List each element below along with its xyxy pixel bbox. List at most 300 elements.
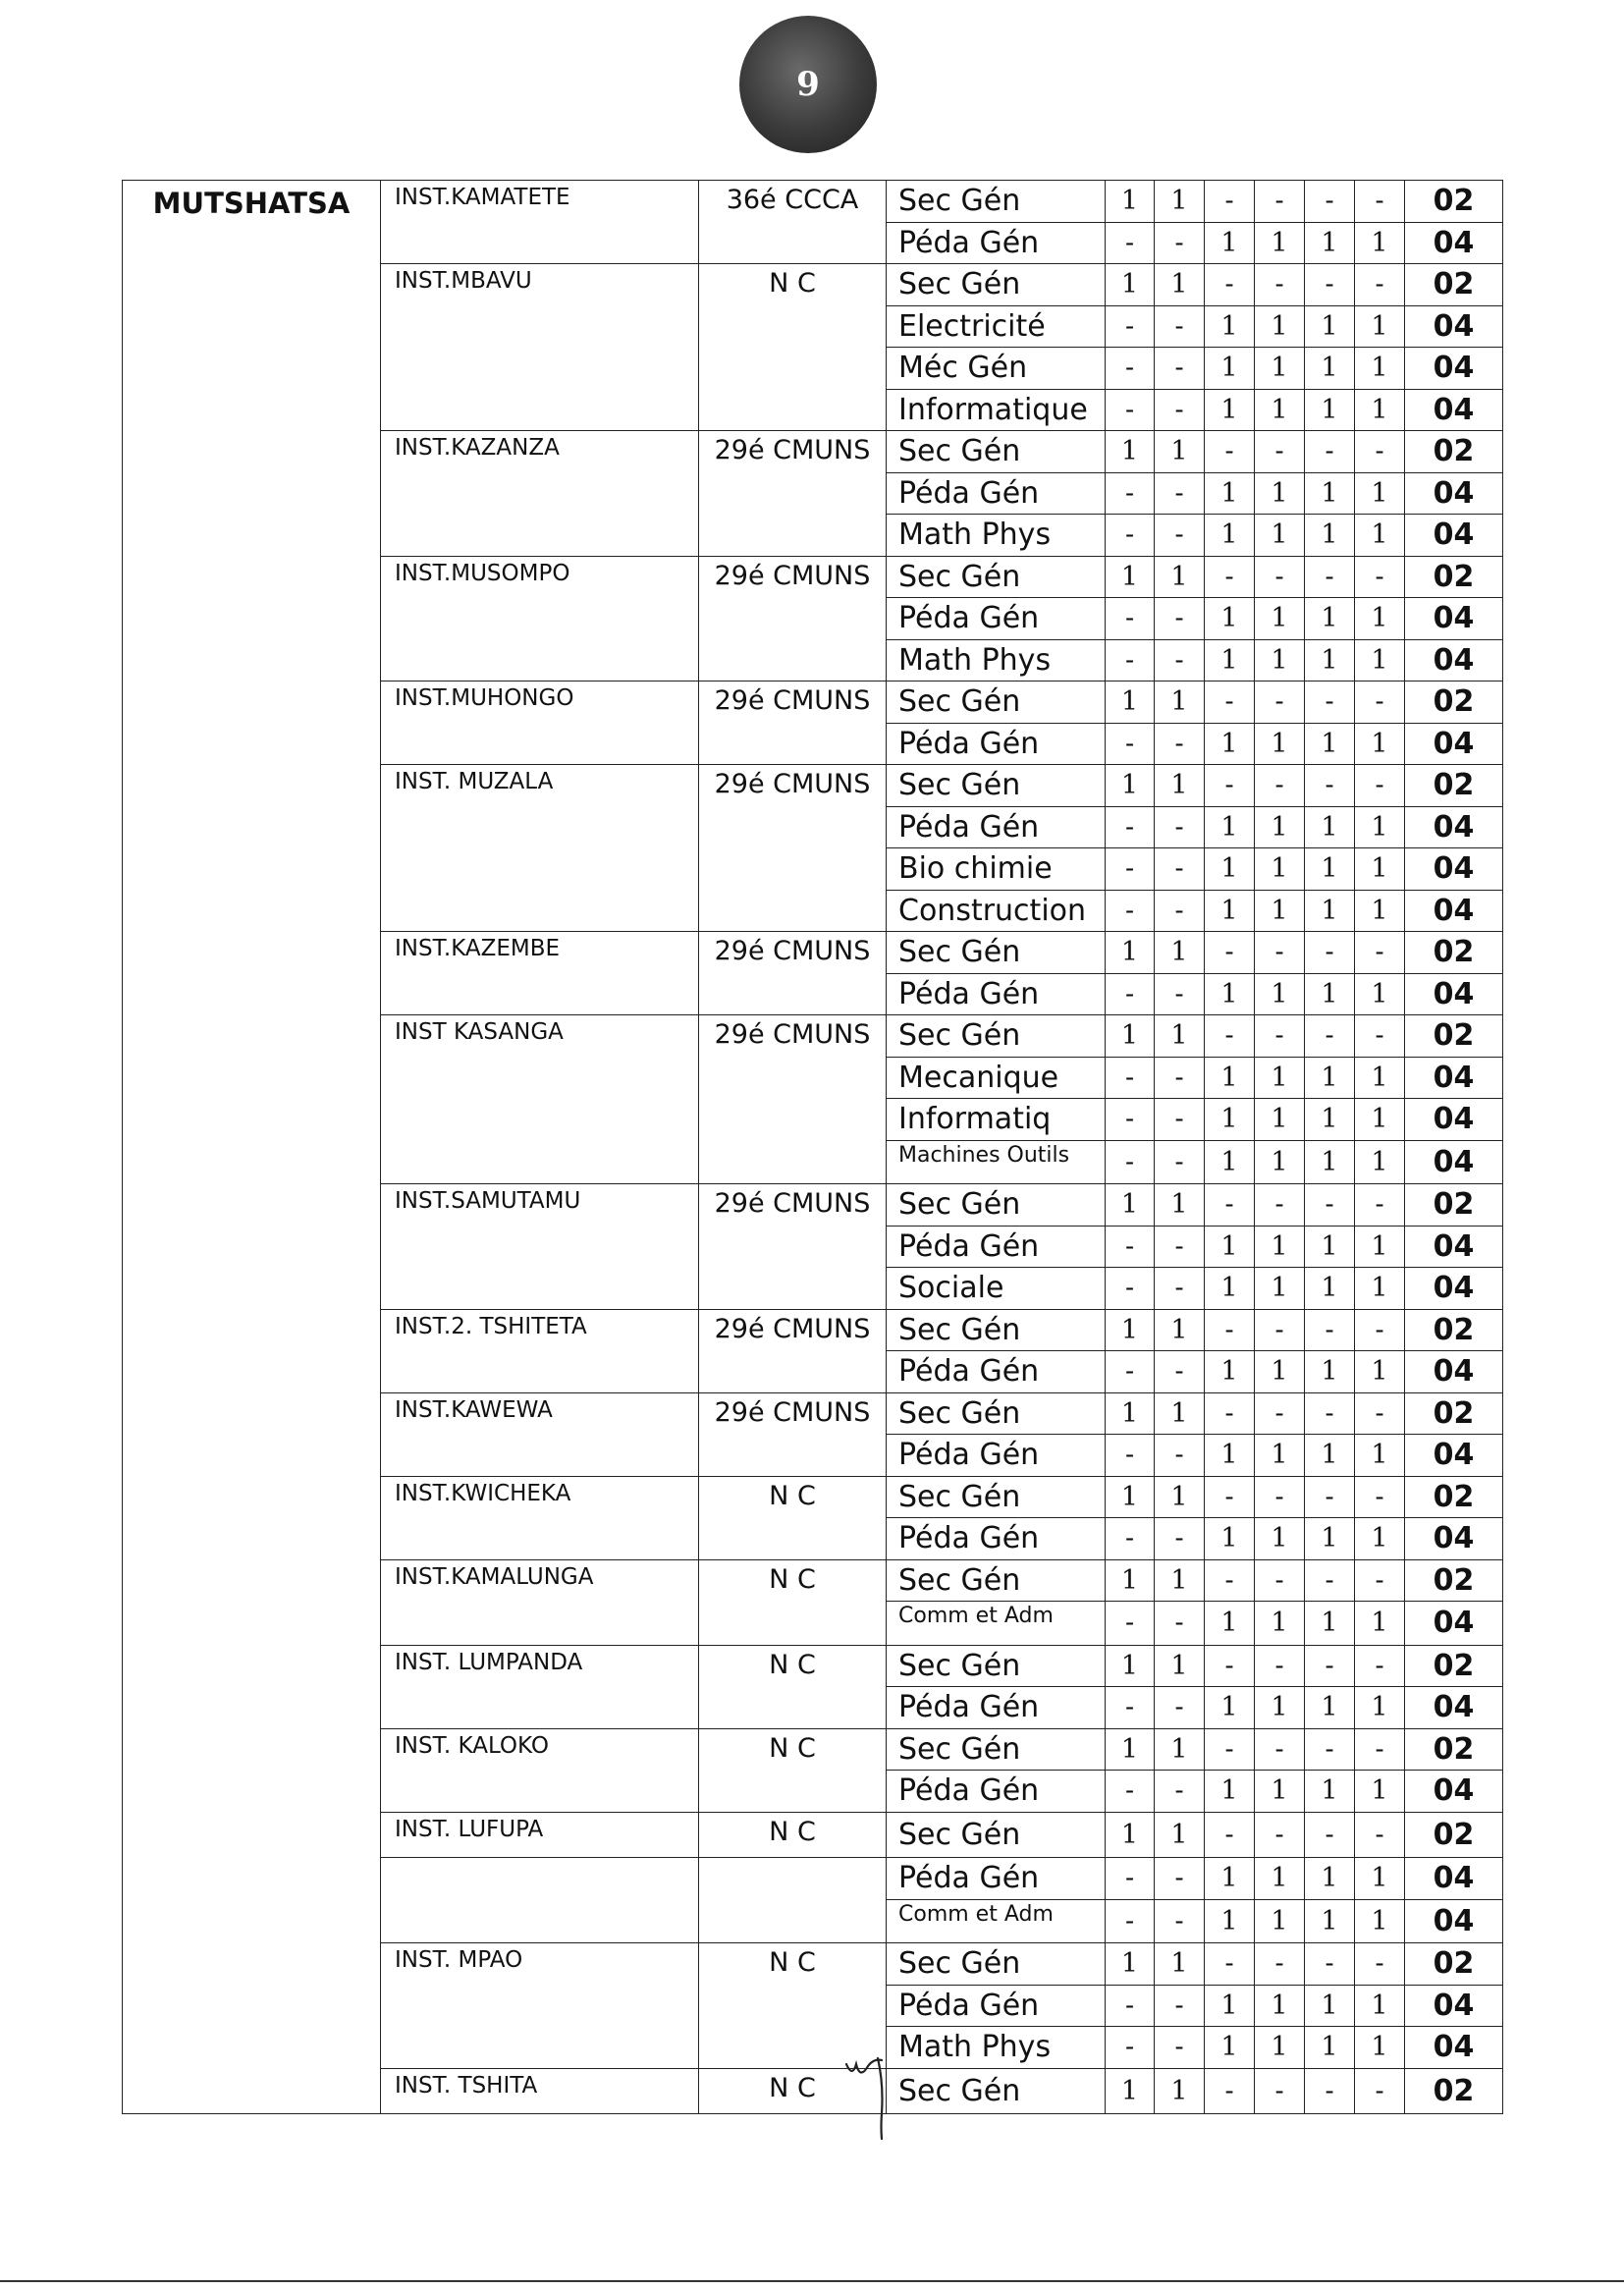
- total-cell: 02: [1405, 1015, 1503, 1058]
- school-category: N C: [699, 1559, 887, 1645]
- class-count-cell: 1: [1255, 1057, 1305, 1099]
- class-count-cell: -: [1106, 1057, 1155, 1099]
- class-count-cell: -: [1106, 848, 1155, 891]
- class-count-cell: 1: [1305, 389, 1355, 431]
- class-count-cell: 1: [1106, 765, 1155, 807]
- class-count-cell: -: [1155, 890, 1205, 932]
- school-category: 29é CMUNS: [699, 556, 887, 682]
- class-count-cell: 1: [1355, 598, 1405, 640]
- class-count-cell: -: [1255, 2068, 1305, 2114]
- school-name: INST.KAZEMBE: [381, 932, 699, 1015]
- option-name: Comm et Adm: [887, 1899, 1106, 1943]
- class-count-cell: 1: [1205, 1771, 1255, 1813]
- class-count-cell: 1: [1155, 431, 1205, 473]
- class-count-cell: 1: [1355, 348, 1405, 390]
- class-count-cell: -: [1155, 389, 1205, 431]
- option-name: Sec Gén: [887, 765, 1106, 807]
- class-count-cell: 1: [1255, 348, 1305, 390]
- class-count-cell: -: [1305, 1812, 1355, 1858]
- option-name: Machines Outils: [887, 1140, 1106, 1184]
- class-count-cell: 1: [1305, 639, 1355, 682]
- class-count-cell: 1: [1155, 1559, 1205, 1602]
- class-count-cell: 1: [1255, 1226, 1305, 1268]
- class-count-cell: -: [1155, 1985, 1205, 2027]
- option-name: Péda Gén: [887, 723, 1106, 765]
- class-count-cell: -: [1106, 389, 1155, 431]
- class-count-cell: 1: [1305, 1226, 1355, 1268]
- class-count-cell: -: [1106, 723, 1155, 765]
- class-count-cell: 1: [1106, 1015, 1155, 1058]
- class-count-cell: -: [1255, 556, 1305, 598]
- option-name: Péda Gén: [887, 1518, 1106, 1560]
- signature-mark: [842, 2054, 901, 2143]
- class-count-cell: 1: [1305, 472, 1355, 515]
- class-count-cell: -: [1155, 639, 1205, 682]
- class-count-cell: 1: [1305, 1099, 1355, 1141]
- class-count-cell: 1: [1205, 222, 1255, 264]
- class-count-cell: 1: [1106, 1184, 1155, 1227]
- class-count-cell: 1: [1305, 1268, 1355, 1310]
- class-count-cell: -: [1355, 1392, 1405, 1435]
- class-count-cell: 1: [1205, 973, 1255, 1015]
- school-name: INST.KAMATETE: [381, 181, 699, 264]
- class-count-cell: -: [1355, 1559, 1405, 1602]
- class-count-cell: 1: [1255, 1602, 1305, 1646]
- class-count-cell: 1: [1205, 1858, 1255, 1900]
- class-count-cell: 1: [1255, 1099, 1305, 1141]
- class-count-cell: -: [1106, 1602, 1155, 1646]
- class-count-cell: 1: [1355, 222, 1405, 264]
- school-category: 29é CMUNS: [699, 932, 887, 1015]
- option-name: Sec Gén: [887, 1559, 1106, 1602]
- school-name: INST. LUFUPA: [381, 1812, 699, 1858]
- class-count-cell: 1: [1255, 598, 1305, 640]
- class-count-cell: 1: [1205, 305, 1255, 348]
- class-count-cell: -: [1205, 1728, 1255, 1771]
- total-cell: 04: [1405, 723, 1503, 765]
- option-name: Sec Gén: [887, 1645, 1106, 1687]
- class-count-cell: -: [1255, 264, 1305, 306]
- class-count-cell: 1: [1305, 1771, 1355, 1813]
- class-count-cell: -: [1305, 431, 1355, 473]
- total-cell: 04: [1405, 598, 1503, 640]
- class-count-cell: -: [1305, 264, 1355, 306]
- class-count-cell: 1: [1106, 2068, 1155, 2114]
- class-count-cell: -: [1305, 1015, 1355, 1058]
- option-name: Péda Gén: [887, 1435, 1106, 1477]
- school-name: INST.MUHONGO: [381, 682, 699, 765]
- class-count-cell: 1: [1106, 682, 1155, 724]
- class-count-cell: -: [1205, 1184, 1255, 1227]
- class-count-cell: -: [1106, 890, 1155, 932]
- class-count-cell: 1: [1205, 1268, 1255, 1310]
- class-count-cell: -: [1305, 1728, 1355, 1771]
- class-count-cell: 1: [1205, 1140, 1255, 1184]
- class-count-cell: -: [1255, 1559, 1305, 1602]
- class-count-cell: -: [1155, 1687, 1205, 1729]
- class-count-cell: 1: [1355, 1687, 1405, 1729]
- class-count-cell: -: [1205, 1476, 1255, 1518]
- total-cell: 04: [1405, 973, 1503, 1015]
- option-name: Sec Gén: [887, 1728, 1106, 1771]
- school-name: INST.SAMUTAMU: [381, 1184, 699, 1310]
- class-count-cell: -: [1355, 765, 1405, 807]
- class-count-cell: -: [1205, 1943, 1255, 1986]
- class-count-cell: 1: [1205, 1057, 1255, 1099]
- school-name-continued: [381, 1858, 699, 1943]
- option-name: Sec Gén: [887, 1392, 1106, 1435]
- option-name: Péda Gén: [887, 806, 1106, 848]
- class-count-cell: -: [1155, 598, 1205, 640]
- class-count-cell: -: [1106, 1351, 1155, 1393]
- class-count-cell: 1: [1155, 765, 1205, 807]
- option-name: Sec Gén: [887, 264, 1106, 306]
- class-count-cell: 1: [1355, 1985, 1405, 2027]
- class-count-cell: -: [1106, 1435, 1155, 1477]
- school-category: 29é CMUNS: [699, 1015, 887, 1184]
- option-name: Comm et Adm: [887, 1602, 1106, 1646]
- class-count-cell: 1: [1255, 1435, 1305, 1477]
- class-count-cell: 1: [1205, 1435, 1255, 1477]
- total-cell: 02: [1405, 181, 1503, 223]
- option-name: Math Phys: [887, 639, 1106, 682]
- total-cell: 02: [1405, 1645, 1503, 1687]
- class-count-cell: 1: [1355, 1435, 1405, 1477]
- class-count-cell: -: [1155, 848, 1205, 891]
- class-count-cell: 1: [1205, 1687, 1255, 1729]
- class-count-cell: -: [1305, 682, 1355, 724]
- school-name: INST. TSHITA: [381, 2068, 699, 2114]
- class-count-cell: 1: [1355, 2027, 1405, 2069]
- class-count-cell: -: [1155, 1268, 1205, 1310]
- class-count-cell: -: [1355, 1015, 1405, 1058]
- total-cell: 04: [1405, 389, 1503, 431]
- class-count-cell: -: [1205, 1812, 1255, 1858]
- class-count-cell: 1: [1205, 1226, 1255, 1268]
- class-count-cell: 1: [1355, 973, 1405, 1015]
- class-count-cell: -: [1106, 348, 1155, 390]
- class-count-cell: 1: [1106, 1309, 1155, 1351]
- total-cell: 02: [1405, 1728, 1503, 1771]
- class-count-cell: 1: [1255, 305, 1305, 348]
- total-cell: 02: [1405, 682, 1503, 724]
- schools-table: [122, 180, 1503, 2114]
- total-cell: 04: [1405, 222, 1503, 264]
- class-count-cell: -: [1106, 639, 1155, 682]
- class-count-cell: -: [1205, 1015, 1255, 1058]
- class-count-cell: -: [1305, 1645, 1355, 1687]
- class-count-cell: 1: [1255, 723, 1305, 765]
- total-cell: 04: [1405, 1858, 1503, 1900]
- class-count-cell: 1: [1255, 1140, 1305, 1184]
- class-count-cell: 1: [1355, 1351, 1405, 1393]
- class-count-cell: -: [1205, 1559, 1255, 1602]
- class-count-cell: 1: [1305, 305, 1355, 348]
- school-category: N C: [699, 1728, 887, 1812]
- class-count-cell: 1: [1305, 1899, 1355, 1943]
- class-count-cell: 1: [1355, 1899, 1405, 1943]
- class-count-cell: 1: [1355, 1099, 1405, 1141]
- class-count-cell: 1: [1305, 598, 1355, 640]
- class-count-cell: -: [1255, 1943, 1305, 1986]
- option-name: Sociale: [887, 1268, 1106, 1310]
- class-count-cell: 1: [1305, 890, 1355, 932]
- class-count-cell: 1: [1106, 1943, 1155, 1986]
- class-count-cell: 1: [1106, 264, 1155, 306]
- class-count-cell: -: [1305, 181, 1355, 223]
- class-count-cell: 1: [1205, 2027, 1255, 2069]
- class-count-cell: -: [1205, 556, 1255, 598]
- school-name: INST.MUSOMPO: [381, 556, 699, 682]
- class-count-cell: -: [1255, 1728, 1305, 1771]
- total-cell: 04: [1405, 848, 1503, 891]
- school-category: N C: [699, 1645, 887, 1728]
- class-count-cell: -: [1255, 932, 1305, 974]
- school-category: N C: [699, 1476, 887, 1559]
- class-count-cell: -: [1305, 1943, 1355, 1986]
- class-count-cell: 1: [1255, 222, 1305, 264]
- class-count-cell: -: [1205, 1645, 1255, 1687]
- class-count-cell: -: [1255, 181, 1305, 223]
- class-count-cell: 1: [1205, 1602, 1255, 1646]
- total-cell: 04: [1405, 1268, 1503, 1310]
- total-cell: 04: [1405, 2027, 1503, 2069]
- class-count-cell: -: [1255, 1309, 1305, 1351]
- class-count-cell: 1: [1205, 348, 1255, 390]
- class-count-cell: -: [1355, 1728, 1405, 1771]
- class-count-cell: -: [1255, 765, 1305, 807]
- option-name: Péda Gén: [887, 973, 1106, 1015]
- option-name: Péda Gén: [887, 1226, 1106, 1268]
- class-count-cell: 1: [1255, 1351, 1305, 1393]
- class-count-cell: 1: [1305, 1518, 1355, 1560]
- total-cell: 04: [1405, 890, 1503, 932]
- class-count-cell: 1: [1205, 723, 1255, 765]
- class-count-cell: -: [1106, 1226, 1155, 1268]
- class-count-cell: 1: [1305, 1602, 1355, 1646]
- class-count-cell: -: [1305, 765, 1355, 807]
- total-cell: 04: [1405, 1602, 1503, 1646]
- class-count-cell: 1: [1355, 389, 1405, 431]
- option-name: Péda Gén: [887, 1771, 1106, 1813]
- option-name: Informatiq: [887, 1099, 1106, 1141]
- option-name: Méc Gén: [887, 348, 1106, 390]
- class-count-cell: -: [1155, 1899, 1205, 1943]
- class-count-cell: 1: [1305, 1351, 1355, 1393]
- total-cell: 04: [1405, 1518, 1503, 1560]
- option-name: Sec Gén: [887, 181, 1106, 223]
- class-count-cell: -: [1355, 1812, 1405, 1858]
- total-cell: 02: [1405, 1943, 1503, 1986]
- class-count-cell: 1: [1155, 1184, 1205, 1227]
- class-count-cell: -: [1355, 1476, 1405, 1518]
- class-count-cell: 1: [1205, 472, 1255, 515]
- school-category-continued: [699, 1858, 887, 1943]
- school-name: INST. KALOKO: [381, 1728, 699, 1812]
- class-count-cell: -: [1355, 1184, 1405, 1227]
- class-count-cell: -: [1305, 1184, 1355, 1227]
- class-count-cell: 1: [1205, 848, 1255, 891]
- class-count-cell: 1: [1106, 932, 1155, 974]
- total-cell: 02: [1405, 431, 1503, 473]
- class-count-cell: -: [1255, 1184, 1305, 1227]
- class-count-cell: 1: [1305, 1858, 1355, 1900]
- class-count-cell: -: [1155, 1351, 1205, 1393]
- class-count-cell: -: [1155, 472, 1205, 515]
- option-name: Electricité: [887, 305, 1106, 348]
- school-category: 29é CMUNS: [699, 431, 887, 557]
- total-cell: 04: [1405, 348, 1503, 390]
- total-cell: 04: [1405, 806, 1503, 848]
- class-count-cell: -: [1155, 1602, 1205, 1646]
- total-cell: 04: [1405, 1899, 1503, 1943]
- class-count-cell: 1: [1355, 1602, 1405, 1646]
- total-cell: 02: [1405, 1392, 1503, 1435]
- total-cell: 04: [1405, 1140, 1503, 1184]
- class-count-cell: -: [1305, 932, 1355, 974]
- school-category: 29é CMUNS: [699, 1392, 887, 1476]
- class-count-cell: 1: [1305, 1435, 1355, 1477]
- school-name: INST.KAWEWA: [381, 1392, 699, 1476]
- school-category: N C: [699, 1943, 887, 2069]
- total-cell: 04: [1405, 639, 1503, 682]
- class-count-cell: 1: [1255, 472, 1305, 515]
- class-count-cell: -: [1155, 1226, 1205, 1268]
- total-cell: 04: [1405, 1771, 1503, 1813]
- class-count-cell: 1: [1305, 806, 1355, 848]
- total-cell: 04: [1405, 472, 1503, 515]
- class-count-cell: 1: [1255, 1858, 1305, 1900]
- class-count-cell: -: [1155, 222, 1205, 264]
- class-count-cell: 1: [1305, 1140, 1355, 1184]
- class-count-cell: -: [1355, 1309, 1405, 1351]
- total-cell: 04: [1405, 1057, 1503, 1099]
- class-count-cell: 1: [1106, 1559, 1155, 1602]
- class-count-cell: -: [1255, 1015, 1305, 1058]
- option-name: Informatique: [887, 389, 1106, 431]
- schools-table-body: [123, 181, 1503, 2114]
- option-name: Sec Gén: [887, 431, 1106, 473]
- class-count-cell: -: [1155, 806, 1205, 848]
- class-count-cell: 1: [1305, 723, 1355, 765]
- option-name: Sec Gén: [887, 682, 1106, 724]
- class-count-cell: -: [1355, 556, 1405, 598]
- school-name: INST.MBAVU: [381, 264, 699, 431]
- class-count-cell: 1: [1205, 598, 1255, 640]
- class-count-cell: -: [1155, 1140, 1205, 1184]
- class-count-cell: -: [1305, 1392, 1355, 1435]
- total-cell: 04: [1405, 1099, 1503, 1141]
- class-count-cell: 1: [1355, 1858, 1405, 1900]
- class-count-cell: -: [1205, 765, 1255, 807]
- school-category: N C: [699, 2068, 887, 2114]
- total-cell: 02: [1405, 765, 1503, 807]
- class-count-cell: 1: [1106, 1476, 1155, 1518]
- option-name: Péda Gén: [887, 1985, 1106, 2027]
- option-name: Sec Gén: [887, 2068, 1106, 2114]
- total-cell: 04: [1405, 1351, 1503, 1393]
- class-count-cell: -: [1106, 1899, 1155, 1943]
- class-count-cell: -: [1106, 1687, 1155, 1729]
- total-cell: 04: [1405, 1985, 1503, 2027]
- class-count-cell: 1: [1106, 431, 1155, 473]
- class-count-cell: -: [1255, 682, 1305, 724]
- school-name: INST. MUZALA: [381, 765, 699, 932]
- class-count-cell: 1: [1355, 848, 1405, 891]
- class-count-cell: -: [1255, 431, 1305, 473]
- class-count-cell: 1: [1255, 890, 1305, 932]
- class-count-cell: -: [1106, 305, 1155, 348]
- class-count-cell: -: [1305, 2068, 1355, 2114]
- class-count-cell: 1: [1155, 1015, 1205, 1058]
- class-count-cell: 1: [1106, 1645, 1155, 1687]
- class-count-cell: -: [1205, 1309, 1255, 1351]
- class-count-cell: 1: [1155, 181, 1205, 223]
- class-count-cell: 1: [1355, 1140, 1405, 1184]
- class-count-cell: -: [1255, 1812, 1305, 1858]
- class-count-cell: 1: [1305, 348, 1355, 390]
- option-name: Sec Gén: [887, 1812, 1106, 1858]
- class-count-cell: 1: [1155, 1309, 1205, 1351]
- option-name: Mecanique: [887, 1057, 1106, 1099]
- class-count-cell: 1: [1205, 1518, 1255, 1560]
- class-count-cell: 1: [1355, 305, 1405, 348]
- class-count-cell: 1: [1355, 1518, 1405, 1560]
- class-count-cell: 1: [1155, 1812, 1205, 1858]
- table-row: [123, 181, 1503, 223]
- class-count-cell: -: [1106, 222, 1155, 264]
- class-count-cell: 1: [1255, 1899, 1305, 1943]
- class-count-cell: 1: [1106, 1728, 1155, 1771]
- class-count-cell: -: [1155, 1771, 1205, 1813]
- class-count-cell: 1: [1205, 806, 1255, 848]
- class-count-cell: 1: [1155, 1392, 1205, 1435]
- class-count-cell: -: [1106, 973, 1155, 1015]
- class-count-cell: 1: [1305, 1057, 1355, 1099]
- class-count-cell: -: [1106, 1771, 1155, 1813]
- option-name: Sec Gén: [887, 1309, 1106, 1351]
- total-cell: 02: [1405, 1309, 1503, 1351]
- class-count-cell: 1: [1106, 181, 1155, 223]
- total-cell: 02: [1405, 1559, 1503, 1602]
- class-count-cell: 1: [1355, 1771, 1405, 1813]
- class-count-cell: -: [1355, 2068, 1405, 2114]
- option-name: Sec Gén: [887, 1943, 1106, 1986]
- total-cell: 02: [1405, 1184, 1503, 1227]
- class-count-cell: 1: [1155, 682, 1205, 724]
- class-count-cell: -: [1205, 431, 1255, 473]
- class-count-cell: 1: [1106, 556, 1155, 598]
- class-count-cell: -: [1106, 1518, 1155, 1560]
- option-name: Péda Gén: [887, 1351, 1106, 1393]
- option-name: Péda Gén: [887, 472, 1106, 515]
- class-count-cell: -: [1205, 181, 1255, 223]
- class-count-cell: -: [1305, 1476, 1355, 1518]
- school-name: INST.KAZANZA: [381, 431, 699, 557]
- class-count-cell: 1: [1355, 806, 1405, 848]
- class-count-cell: 1: [1355, 639, 1405, 682]
- class-count-cell: 1: [1155, 1728, 1205, 1771]
- class-count-cell: -: [1255, 1476, 1305, 1518]
- class-count-cell: 1: [1255, 1518, 1305, 1560]
- class-count-cell: 1: [1355, 890, 1405, 932]
- class-count-cell: 1: [1305, 1687, 1355, 1729]
- class-count-cell: -: [1106, 806, 1155, 848]
- class-count-cell: -: [1155, 515, 1205, 557]
- class-count-cell: 1: [1355, 515, 1405, 557]
- school-category: 29é CMUNS: [699, 1309, 887, 1392]
- school-category: N C: [699, 1812, 887, 1858]
